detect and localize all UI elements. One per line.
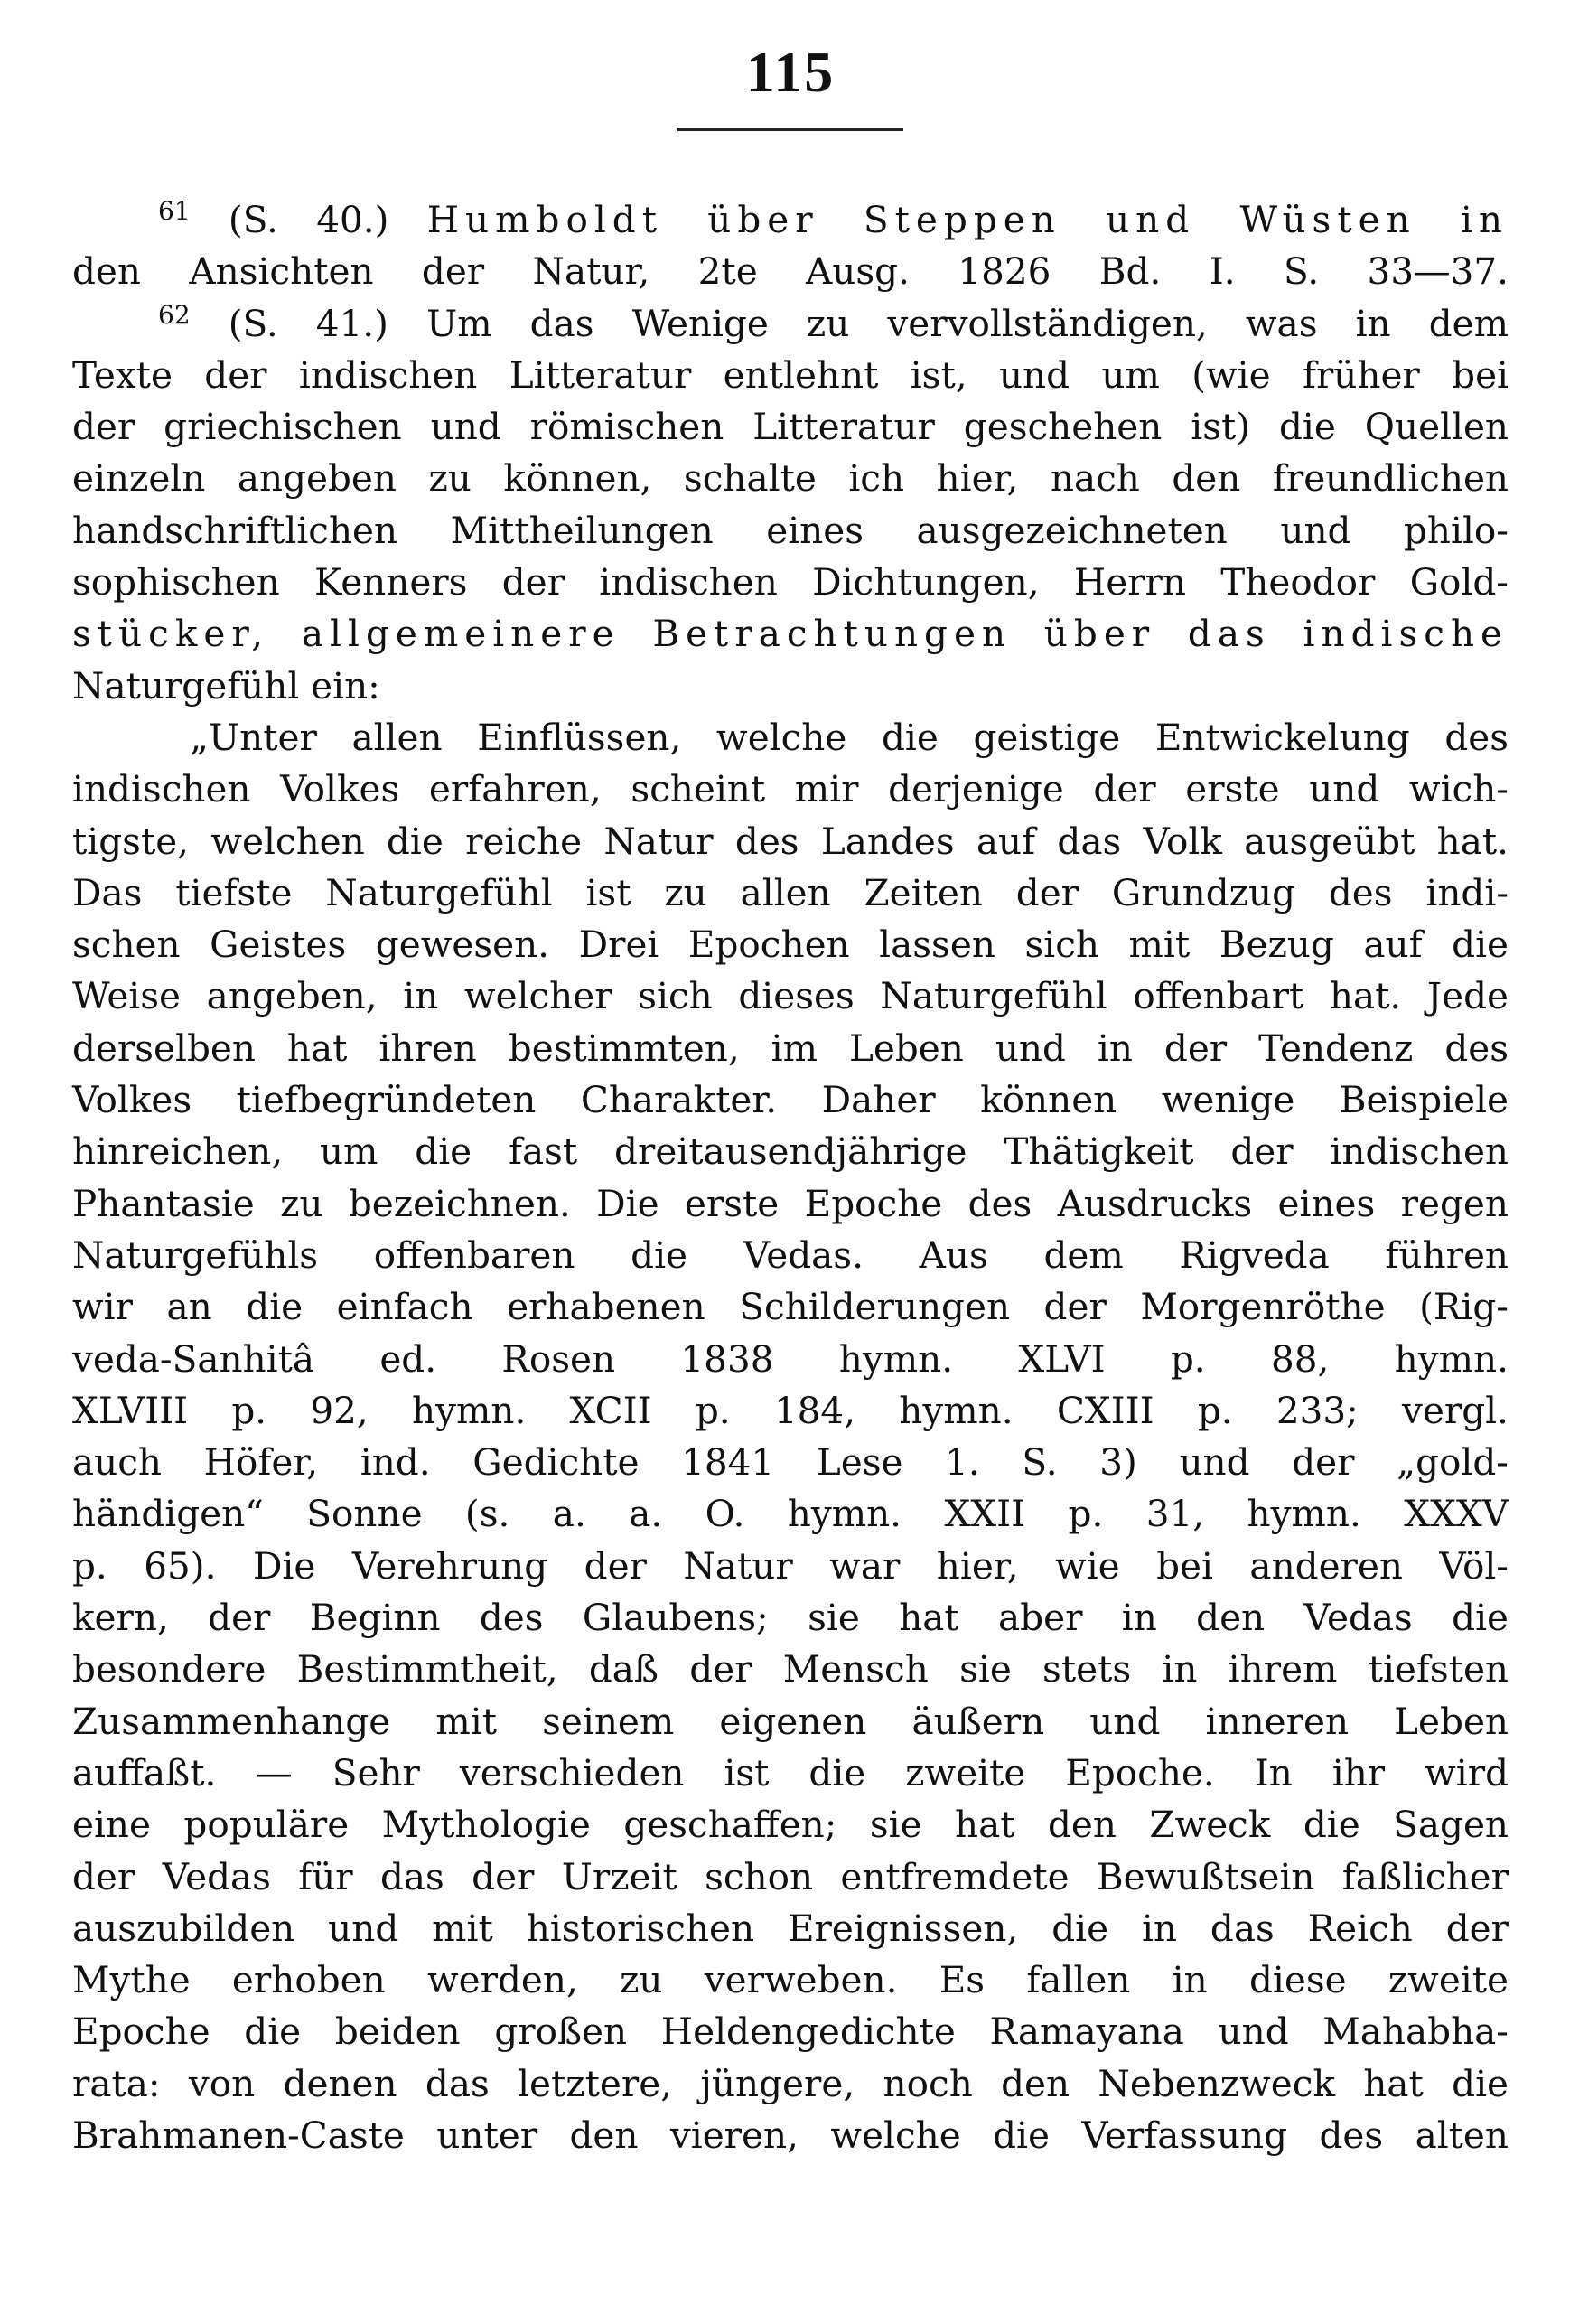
quote-line: eine populäre Mythologie geschaffen; sie hat den Zweck die Sagen — [72, 1803, 1509, 1847]
quote-line: hinreichen, um die fast dreitausendjährige Thätigkeit der indischen — [72, 1129, 1509, 1174]
page-number: 115 — [745, 40, 836, 104]
note-62-line: der griechischen und römischen Litteratur geschehen ist) die Quellen — [72, 405, 1509, 449]
header-rule — [677, 128, 903, 131]
quote-line: schen Geistes gewesen. Drei Epochen lassen sich mit Bezug auf die — [72, 923, 1509, 967]
quote-line: tigste, welchen die reiche Natur des Landes auf das Volk ausgeübt hat. — [72, 819, 1509, 863]
note-61-number: 61 — [158, 196, 191, 226]
quote-line: Mythe erhoben werden, zu verweben. Es fallen in diese zweite — [72, 1958, 1509, 2002]
quote-line: wir an die einfach erhabenen Schilderungen der Morgenröthe (Rig- — [72, 1285, 1509, 1329]
quote-line: händigen“ Sonne (s. a. a. O. hymn. XXII p. 31, hymn. XXXV — [72, 1492, 1509, 1536]
note-62-line: Texte der indischen Litteratur entlehnt ist, und um (wie früher bei — [72, 352, 1509, 397]
quote-line: derselben hat ihren bestimmten, im Leben und in der Tendenz des — [72, 1026, 1509, 1070]
note-61-title: Humboldt über Steppen und Wüsten in — [426, 198, 1509, 241]
quote-line: Brahmanen-Caste unter den vieren, welche die Verfassung des alten — [72, 2113, 1509, 2157]
note-62-line: handschriftlichen Mittheilungen eines ausgezeichneten und philo- — [72, 508, 1509, 552]
note-62-line: Naturgefühl ein: — [72, 663, 380, 708]
note-62-line-1 — [72, 298, 1509, 350]
quote-line: veda-Sanhitâ ed. Rosen 1838 hymn. XLVI p. 88, hymn. — [72, 1336, 1509, 1381]
note-62-line: einzeln angeben zu können, schalte ich hier, nach den freundlichen — [72, 456, 1509, 501]
quote-line: XLVIII p. 92, hymn. XCII p. 184, hymn. CXIII p. 233; vergl. — [72, 1388, 1509, 1432]
book-page — [72, 36, 1509, 2161]
note-61-line-2: den Ansichten der Natur, 2te Ausg. 1826 Bd. I. S. 33—37. — [72, 249, 1509, 294]
quote-line: Zusammenhange mit seinem eigenen äußern und inneren Leben — [72, 1699, 1509, 1743]
note-62-number: 62 — [158, 299, 191, 330]
quote-line: auffaßt. — Sehr verschieden ist die zweite Epoche. In ihr wird — [72, 1750, 1509, 1795]
note-62-line: stücker, allgemeinere Betrachtungen über das indische — [72, 612, 1509, 656]
quote-line: indischen Volkes erfahren, scheint mir derjenige der erste und wich- — [72, 767, 1509, 811]
note-61-line-1 — [72, 194, 1509, 246]
quote-line: kern, der Beginn des Glaubens; sie hat aber in den Vedas die — [72, 1596, 1509, 1640]
quote-line: Naturgefühls offenbaren die Vedas. Aus dem Rigveda führen — [72, 1232, 1509, 1277]
note-61-ref: (S. 40.) — [190, 198, 427, 241]
quote-line: auch Höfer, ind. Gedichte 1841 Lese 1. S. 3) und der „gold- — [72, 1440, 1509, 1485]
quote-line: der Vedas für das der Urzeit schon entfremdete Bewußtsein faßlicher — [72, 1854, 1509, 1898]
quote-line: p. 65). Die Verehrung der Natur war hier, wie bei anderen Völ- — [72, 1543, 1509, 1588]
quote-line: auszubilden und mit historischen Ereignissen, die in das Reich der — [72, 1906, 1509, 1950]
quote-line: Das tiefste Naturgefühl ist zu allen Zeiten der Grundzug des indi- — [72, 870, 1509, 914]
quote-line: Weise angeben, in welcher sich dieses Naturgefühl offenbart hat. Jede — [72, 974, 1509, 1018]
note-62-line-1-text: (S. 41.) Um das Wenige zu vervollständigen, was in dem — [190, 301, 1509, 345]
note-62-line: sophischen Kenners der indischen Dichtungen, Herrn Theodor Gold- — [72, 560, 1509, 604]
quote-line: „Unter allen Einflüssen, welche die geistige Entwickelung des — [190, 715, 1509, 759]
quote-line: Phantasie zu bezeichnen. Die erste Epoche des Ausdrucks eines regen — [72, 1181, 1509, 1225]
quote-line: Volkes tiefbegründeten Charakter. Daher können wenige Beispiele — [72, 1078, 1509, 1122]
footnotes-body — [72, 194, 1509, 2161]
quote-line: rata: von denen das letztere, jüngere, noch den Nebenzweck hat die — [72, 2061, 1509, 2105]
quote-line: Epoche die beiden großen Heldengedichte Ramayana und Mahabha- — [72, 2010, 1509, 2054]
quote-line: besondere Bestimmtheit, daß der Mensch sie stets in ihrem tiefsten — [72, 1647, 1509, 1691]
